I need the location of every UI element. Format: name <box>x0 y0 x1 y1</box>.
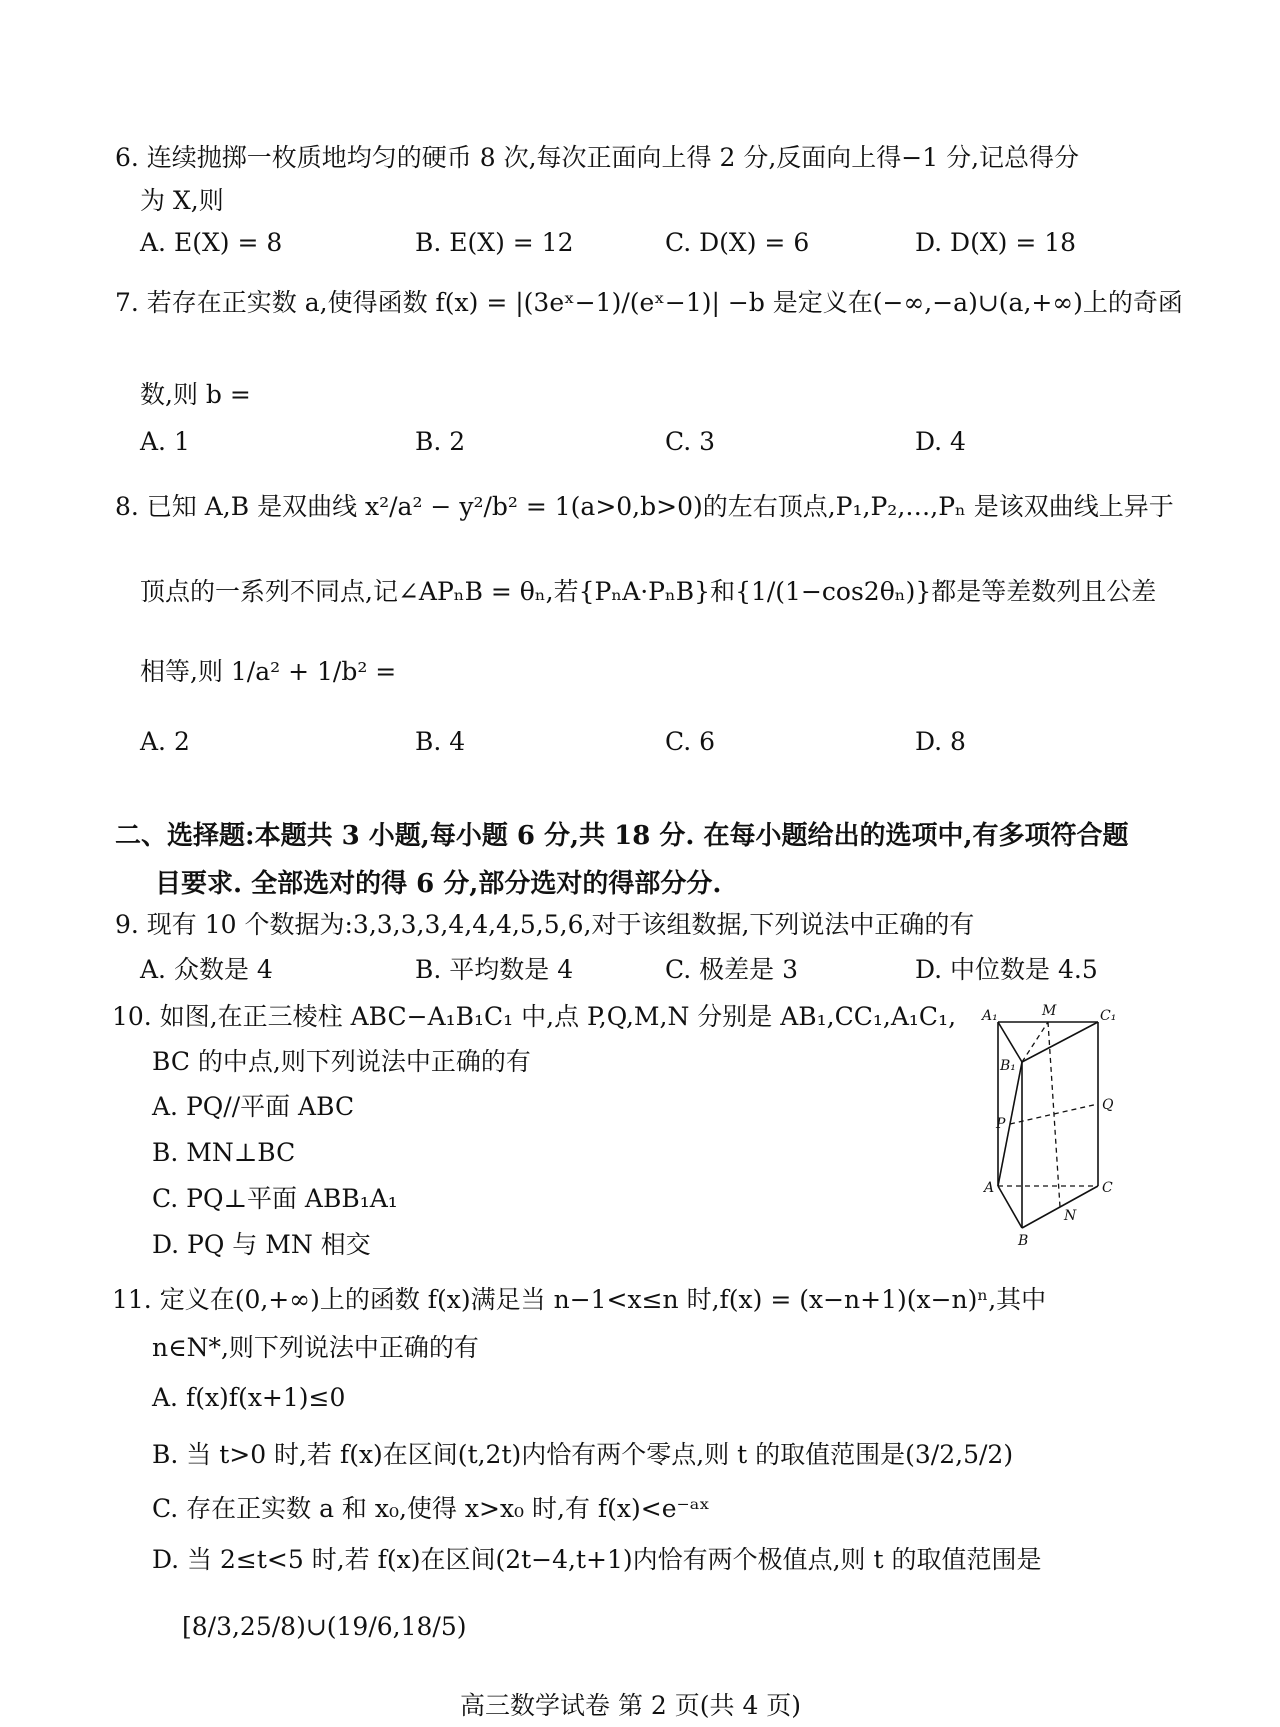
q9-option-c: C. 极差是 3 <box>665 955 798 984</box>
q6-line1: 6. 连续抛掷一枚质地均匀的硬币 8 次,每次正面向上得 2 分,反面向上得−1 分,记总得分 <box>115 143 1080 172</box>
q7-line2: 数,则 b = <box>140 380 251 409</box>
q7-line1: 7. 若存在正实数 a,使得函数 f(x) = |(3eˣ−1)/(eˣ−1)| −b 是定义在(−∞,−a)∪(a,+∞)上的奇函 <box>115 288 1183 317</box>
label-b1: B₁ <box>1000 1058 1016 1074</box>
q11-option-c: C. 存在正实数 a 和 x₀,使得 x>x₀ 时,有 f(x)<e⁻ᵃˣ <box>152 1494 710 1523</box>
q9-option-d: D. 中位数是 4.5 <box>915 955 1098 984</box>
label-m: M <box>1042 1003 1057 1019</box>
q11-option-a: A. f(x)f(x+1)≤0 <box>152 1383 346 1412</box>
q10-option-b: B. MN⊥BC <box>152 1138 296 1167</box>
q11-option-b: B. 当 t>0 时,若 f(x)在区间(t,2t)内恰有两个零点,则 t 的取值范围是(3/2,5/2) <box>152 1440 1014 1469</box>
q11-option-d-line2: [8/3,25/8)∪(19/6,18/5) <box>182 1612 467 1641</box>
q8-option-c: C. 6 <box>665 727 716 756</box>
q6-option-d: D. D(X) = 18 <box>915 228 1077 257</box>
q10-line2: BC 的中点,则下列说法中正确的有 <box>152 1047 531 1076</box>
q11-line1: 11. 定义在(0,+∞)上的函数 f(x)满足当 n−1<x≤n 时,f(x) = (x−n+1)(x−n)ⁿ,其中 <box>112 1285 1047 1314</box>
label-p: P <box>996 1116 1006 1132</box>
q7-option-a: A. 1 <box>140 427 190 456</box>
label-b: B <box>1018 1233 1029 1249</box>
page-footer: 高三数学试卷 第 2 页(共 4 页) <box>460 1691 802 1720</box>
q6-option-c: C. D(X) = 6 <box>665 228 810 257</box>
q6-option-a: A. E(X) = 8 <box>140 228 283 257</box>
section2-line2: 目要求. 全部选对的得 6 分,部分选对的得部分分. <box>155 869 722 899</box>
q7-option-b: B. 2 <box>415 427 466 456</box>
label-n: N <box>1064 1208 1077 1224</box>
q10-option-a: A. PQ//平面 ABC <box>152 1092 355 1121</box>
q8-line1: 8. 已知 A,B 是双曲线 x²/a² − y²/b² = 1(a>0,b>0)的左右顶点,P₁,P₂,…,Pₙ 是该双曲线上异于 <box>115 492 1174 521</box>
label-c: C <box>1102 1180 1113 1196</box>
q8-option-a: A. 2 <box>140 727 190 756</box>
q10-option-c: C. PQ⊥平面 ABB₁A₁ <box>152 1184 398 1213</box>
q8-line3: 相等,则 1/a² + 1/b² = <box>140 657 397 686</box>
prism-figure <box>980 1000 1120 1260</box>
q8-option-d: D. 8 <box>915 727 966 756</box>
label-q: Q <box>1102 1097 1114 1113</box>
q9-option-b: B. 平均数是 4 <box>415 955 574 984</box>
q6-option-b: B. E(X) = 12 <box>415 228 574 257</box>
label-a1: A₁ <box>982 1008 998 1024</box>
q10-line1: 10. 如图,在正三棱柱 ABC−A₁B₁C₁ 中,点 P,Q,M,N 分别是 AB₁,CC₁,A₁C₁, <box>112 1002 957 1031</box>
q9-option-a: A. 众数是 4 <box>140 955 273 984</box>
q11-line2: n∈N*,则下列说法中正确的有 <box>152 1333 479 1362</box>
q9-line1: 9. 现有 10 个数据为:3,3,3,3,4,4,4,5,5,6,对于该组数据,下列说法中正确的有 <box>115 910 975 939</box>
q7-option-d: D. 4 <box>915 427 966 456</box>
q8-option-b: B. 4 <box>415 727 466 756</box>
section2-line1: 二、选择题:本题共 3 小题,每小题 6 分,共 18 分. 在每小题给出的选项中,有多项符合题 <box>115 821 1129 851</box>
q6-line2: 为 X,则 <box>140 186 224 215</box>
q11-option-d-line1: D. 当 2≤t<5 时,若 f(x)在区间(2t−4,t+1)内恰有两个极值点,则 t 的取值范围是 <box>152 1545 1042 1574</box>
label-a: A <box>984 1180 995 1196</box>
q7-option-c: C. 3 <box>665 427 716 456</box>
q8-line2: 顶点的一系列不同点,记∠APₙB = θₙ,若{PₙA·PₙB}和{1/(1−cos2θₙ)}都是等差数列且公差 <box>140 577 1157 606</box>
q10-option-d: D. PQ 与 MN 相交 <box>152 1230 371 1259</box>
label-c1: C₁ <box>1100 1008 1117 1024</box>
